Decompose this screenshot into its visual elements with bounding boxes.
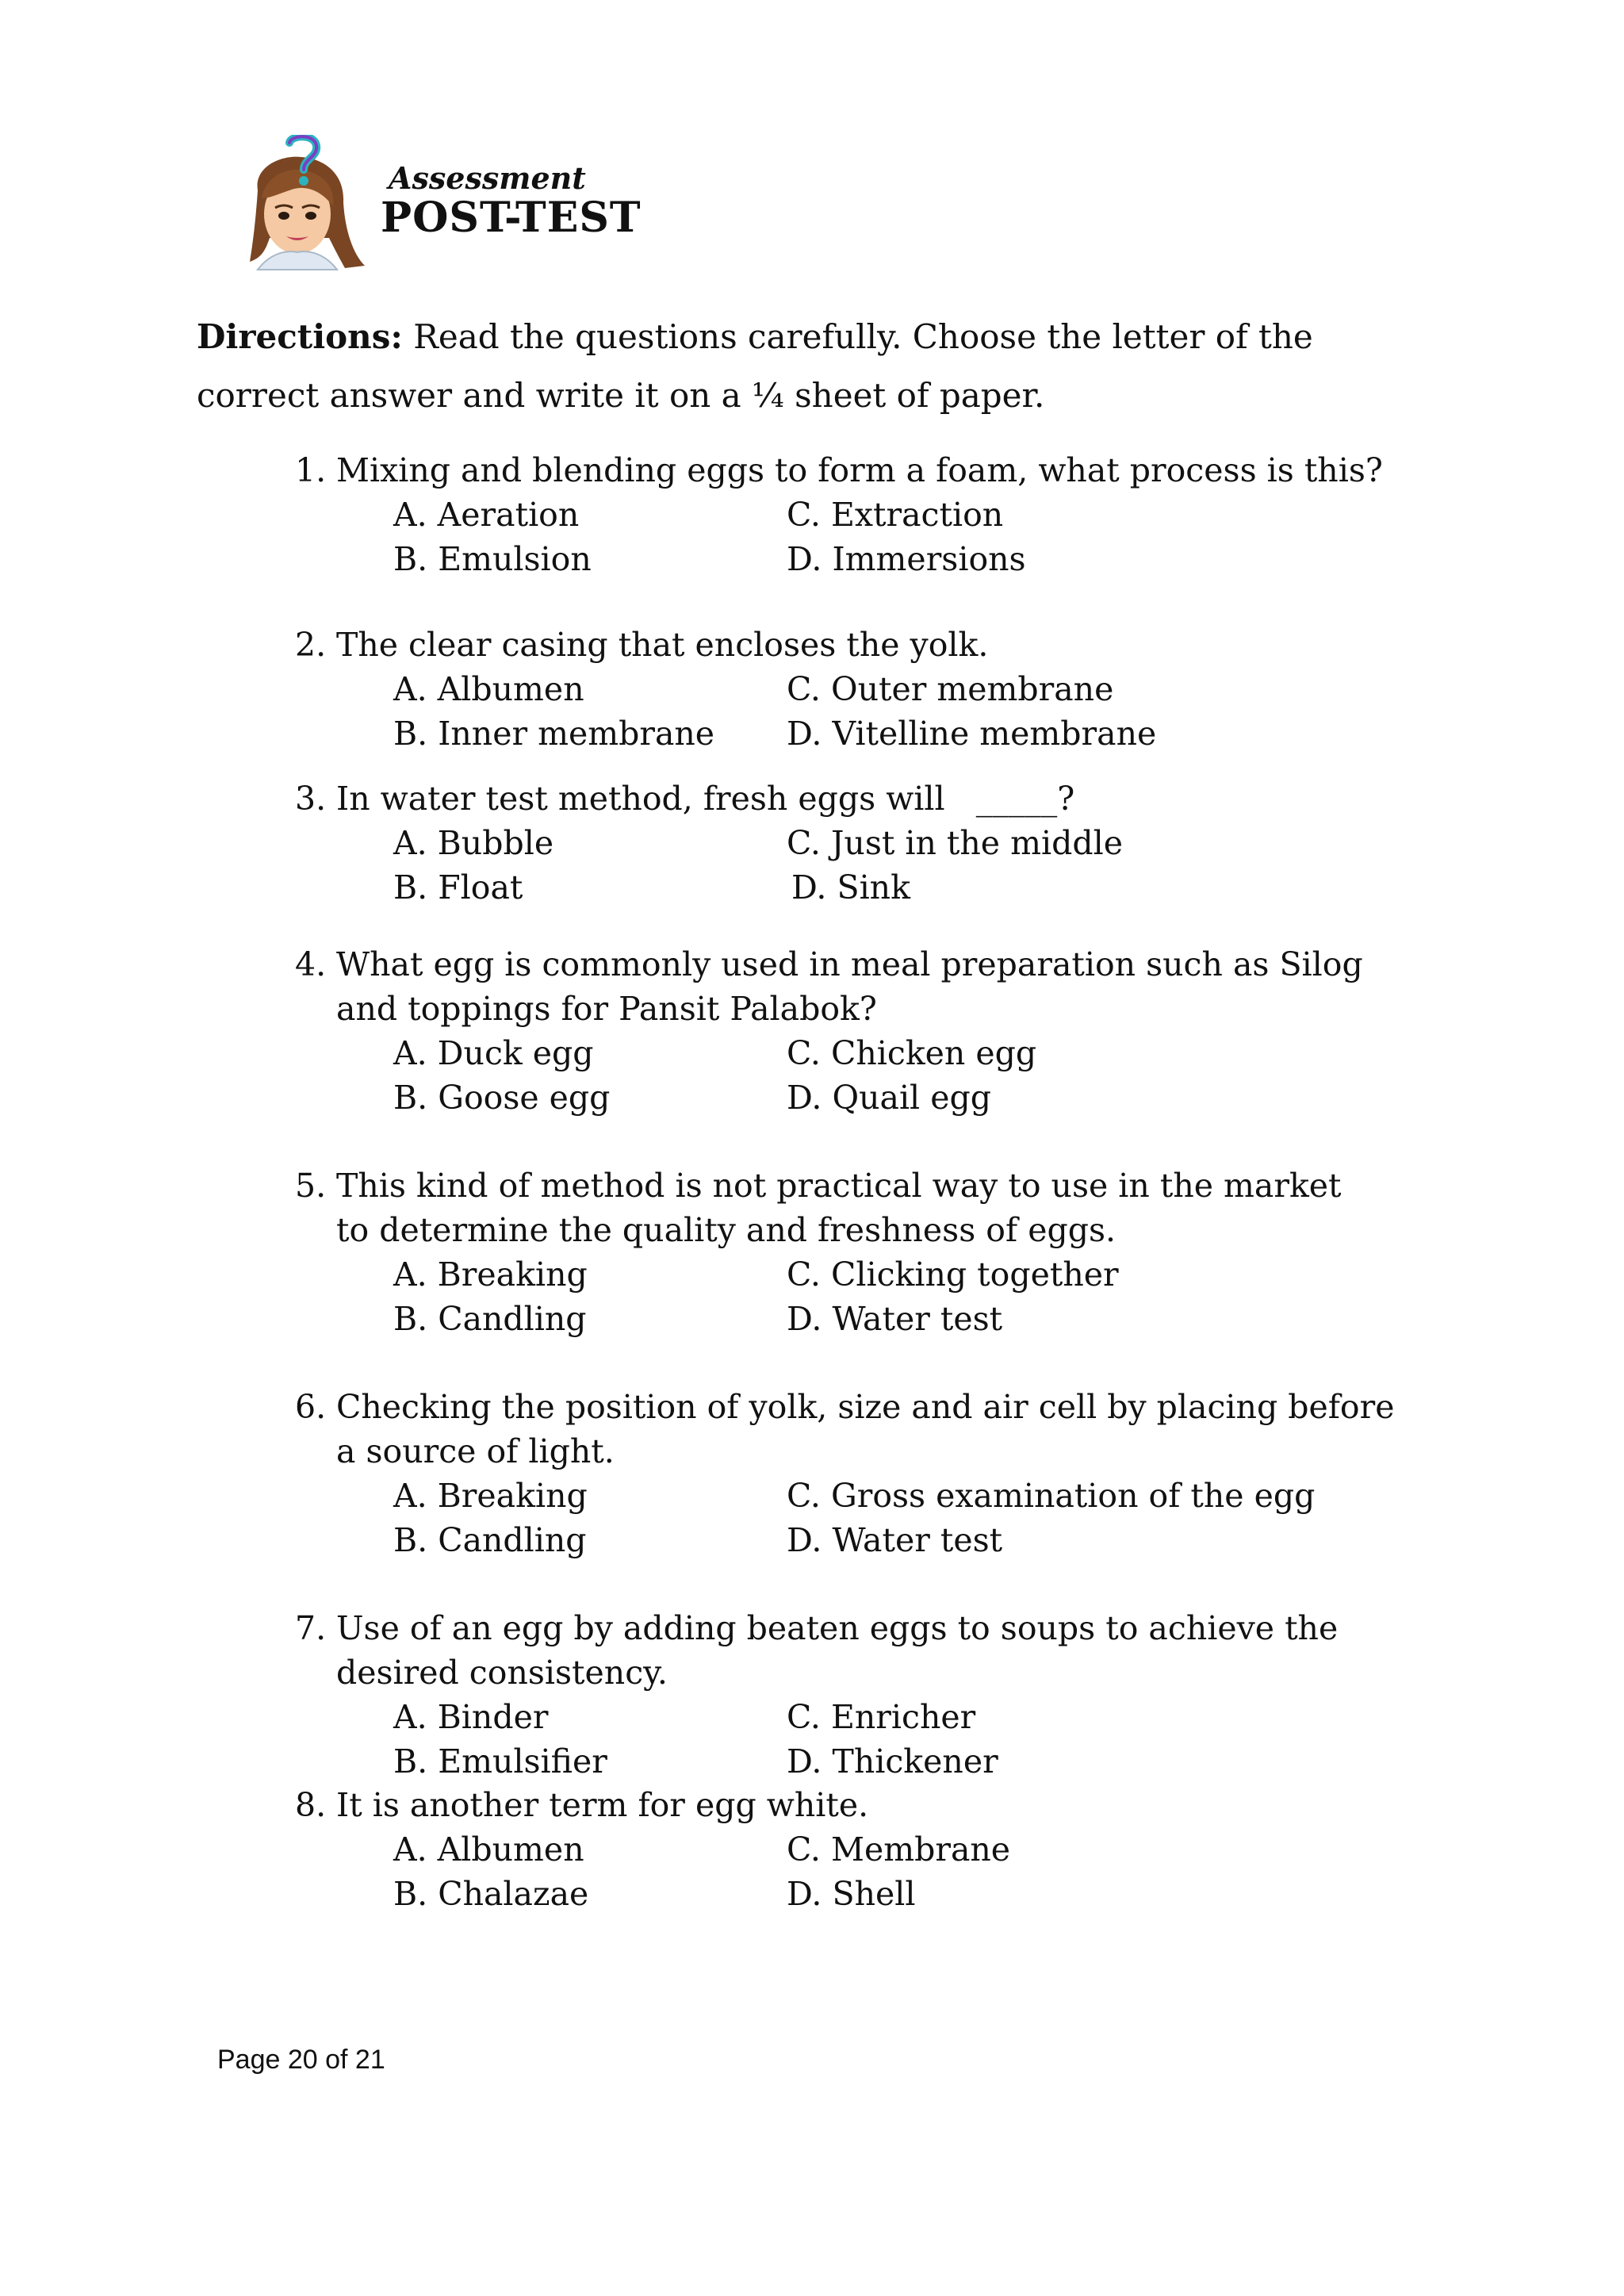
question-6 (295, 1385, 1413, 1562)
option-a: A. Breaking (393, 1477, 588, 1515)
option-b: B. Inner membrane (393, 715, 715, 753)
question-text: Mixing and blending eggs to form a foam, what process is this? (336, 451, 1383, 489)
assessment-header (226, 135, 702, 278)
option-d: D. Immersions (787, 540, 1026, 578)
option-a: A. Duck egg (393, 1034, 594, 1072)
answer-options (393, 1474, 1345, 1562)
answer-options (393, 493, 1345, 581)
option-c: C. Clicking together (787, 1255, 1119, 1294)
option-d: D. Vitelline membrane (787, 715, 1157, 753)
option-d: D. Sink (791, 868, 910, 907)
answer-options (393, 1252, 1345, 1341)
page-number: Page 20 of 21 (217, 2045, 385, 2075)
answer-options (393, 1695, 1345, 1784)
question-2 (295, 623, 1445, 756)
option-d: D. Thickener (787, 1742, 998, 1780)
question-text: Checking the position of yolk, size and air cell by placing before a source of light. (336, 1388, 1395, 1470)
directions-paragraph (197, 308, 1434, 425)
option-b: B. Emulsifier (393, 1742, 607, 1780)
question-text: This kind of method is not practical way to use in the market to determine the quality and freshness of eggs. (336, 1167, 1342, 1249)
option-d: D. Quail egg (787, 1079, 991, 1117)
question-4 (295, 942, 1421, 1120)
option-a: A. Bubble (393, 824, 554, 862)
question-3 (295, 776, 1445, 910)
answer-options (393, 1031, 1345, 1120)
question-7 (295, 1606, 1445, 1784)
option-a: A. Binder (393, 1698, 549, 1736)
answer-options (393, 1827, 1345, 1916)
directions-label: Directions: (197, 317, 403, 356)
option-d: D. Water test (787, 1300, 1003, 1338)
question-number: 3. (295, 780, 327, 818)
option-c: C. Extraction (787, 496, 1004, 534)
question-text: The clear casing that encloses the yolk. (336, 626, 989, 664)
option-a: A. Albumen (393, 670, 584, 708)
option-a: A. Albumen (393, 1830, 584, 1869)
option-d: D. Water test (787, 1521, 1003, 1559)
answer-options (393, 821, 1345, 910)
option-c: C. Enricher (787, 1698, 976, 1736)
option-b: B. Goose egg (393, 1079, 611, 1117)
option-b: B. Candling (393, 1300, 587, 1338)
question-number: 5. (295, 1167, 327, 1205)
option-c: C. Chicken egg (787, 1034, 1037, 1072)
question-number: 4. (295, 945, 327, 983)
question-number: 8. (295, 1786, 327, 1824)
option-a: A. Aeration (393, 496, 580, 534)
option-d: D. Shell (787, 1875, 916, 1913)
question-number: 2. (295, 626, 327, 664)
option-c: C. Outer membrane (787, 670, 1114, 708)
question-mark-avatar-icon (226, 135, 369, 278)
question-text: In water test method, fresh eggs will _____? (336, 780, 1075, 818)
question-5 (295, 1163, 1381, 1341)
option-b: B. Candling (393, 1521, 587, 1559)
option-c: C. Gross examination of the egg (787, 1477, 1316, 1515)
answer-options (393, 667, 1345, 756)
question-1 (295, 448, 1445, 581)
question-text: Use of an egg by adding beaten eggs to soups to achieve the desired consistency. (336, 1609, 1339, 1692)
option-b: B. Chalazae (393, 1875, 589, 1913)
directions-text: Read the questions carefully. Choose the letter of the correct answer and write it on a ¼ sheet of paper. (197, 317, 1313, 415)
option-b: B. Float (393, 868, 523, 907)
question-text: What egg is commonly used in meal preparation such as Silog and toppings for Pansit Palabok? (336, 945, 1363, 1028)
page-title: POST-TEST (381, 194, 642, 242)
option-c: C. Membrane (787, 1830, 1011, 1869)
assessment-label: Assessment (389, 160, 586, 196)
question-8 (295, 1783, 1445, 1916)
option-b: B. Emulsion (393, 540, 592, 578)
question-text: It is another term for egg white. (336, 1786, 869, 1824)
option-c: C. Just in the middle (787, 824, 1123, 862)
option-a: A. Breaking (393, 1255, 588, 1294)
question-number: 6. (295, 1388, 327, 1426)
question-number: 1. (295, 451, 327, 489)
question-number: 7. (295, 1609, 327, 1647)
